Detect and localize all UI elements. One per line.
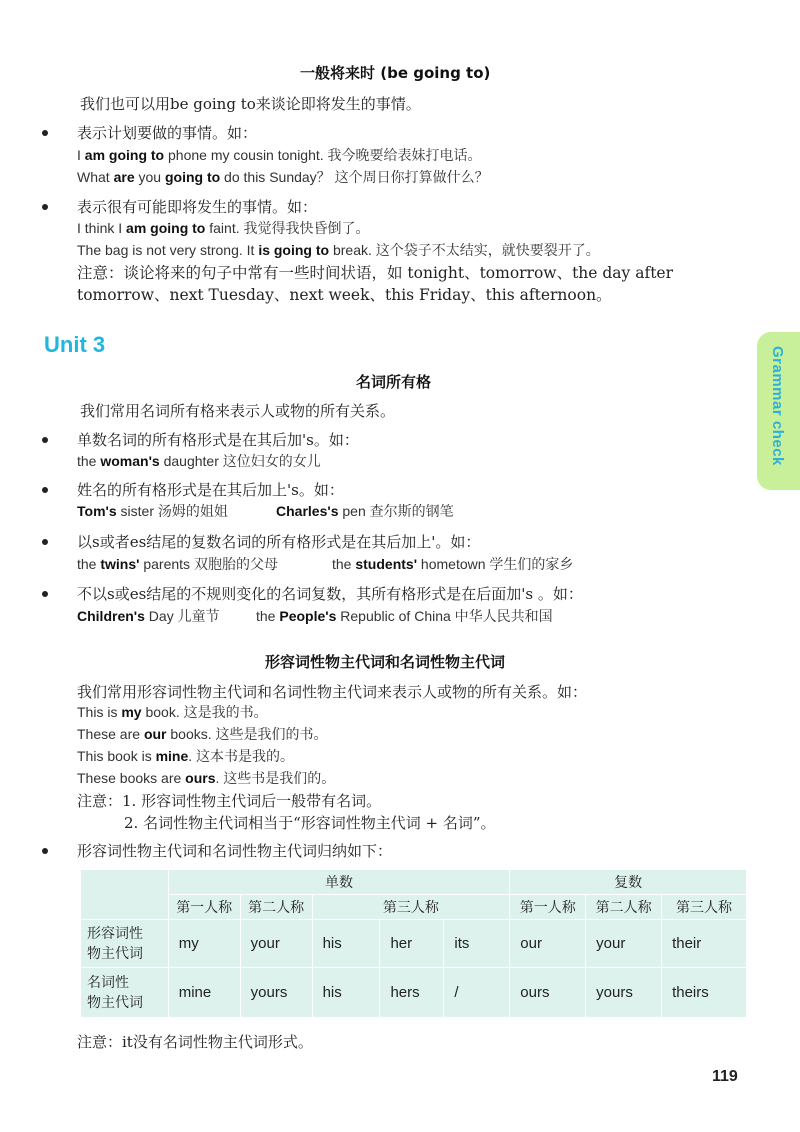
possessive-bullet-1: 单数名词的所有格形式是在其后加's。如： xyxy=(77,431,359,449)
table-cell: theirs xyxy=(662,968,747,1018)
pronouns-bullet: 形容词性物主代词和名词性物主代词归纳如下： xyxy=(77,842,393,860)
table-group-singular: 单数 xyxy=(168,870,510,895)
possessive-bullet-4: 不以s或es结尾的不规则变化的名词复数，其所有格形式是在后面加's 。如： xyxy=(77,585,583,603)
bullet-dot xyxy=(42,130,48,136)
table-cell: my xyxy=(168,920,240,968)
table-row xyxy=(81,920,747,968)
table-header-second-person: 第二人称 xyxy=(586,895,662,920)
bullet-dot xyxy=(42,204,48,210)
section-title-pronouns: 形容词性物主代词和名词性物主代词 xyxy=(265,653,506,671)
section-title-possessive-noun: 名词所有格 xyxy=(356,373,432,391)
table-row xyxy=(81,968,747,1018)
example-sentence: The bag is not very strong. It is going to break. 这个袋子不太结实，就快要裂开了。 xyxy=(77,242,600,258)
example-phrase: the People's Republic of China 中华人民共和国 xyxy=(256,608,553,624)
section-title-going-to: 一般将来时 (be going to) xyxy=(300,64,491,82)
bullet-dot xyxy=(42,437,48,443)
table-corner-cell xyxy=(81,870,169,920)
example-sentence: These books are ours. 这些书是我们的。 xyxy=(77,770,336,786)
example-phrase: the woman's daughter 这位妇女的女儿 xyxy=(77,453,321,469)
table-cell: her xyxy=(380,920,444,968)
example-phrase: the twins' parents 双胞胎的父母 xyxy=(77,556,278,572)
table-header-third-person: 第三人称 xyxy=(312,895,510,920)
table-cell: his xyxy=(312,920,380,968)
table-header-first-person: 第一人称 xyxy=(510,895,586,920)
table-cell: our xyxy=(510,920,586,968)
table-cell: yours xyxy=(240,968,312,1018)
possessive-pronoun-table xyxy=(80,869,747,1018)
possessive-bullet-2: 姓名的所有格形式是在其后加上's。如： xyxy=(77,481,344,499)
bullet-dot xyxy=(42,487,48,493)
example-sentence: These are our books. 这些是我们的书。 xyxy=(77,726,328,742)
table-cell: your xyxy=(586,920,662,968)
table-row-label-adjectival: 形容词性 物主代词 xyxy=(81,920,169,968)
going-to-note-line-1: 注意：谈论将来的句子中常有一些时间状语，如 tonight、tomorrow、the day after xyxy=(77,264,674,282)
example-sentence: I am going to phone my cousin tonight. 我今晚要给表妹打电话。 xyxy=(77,147,482,163)
example-phrase: Charles's pen 查尔斯的钢笔 xyxy=(276,503,454,519)
bullet-dot xyxy=(42,848,48,854)
final-note: 注意：it没有名词性物主代词形式。 xyxy=(77,1033,313,1051)
pronouns-intro: 我们常用形容词性物主代词和名词性物主代词来表示人或物的所有关系。如： xyxy=(77,683,588,701)
table-cell: your xyxy=(240,920,312,968)
going-to-bullet-2: 表示很有可能即将发生的事情。如： xyxy=(77,198,318,216)
side-tab-label: Grammar check xyxy=(769,346,786,466)
example-phrase: Children's Day 儿童节 xyxy=(77,608,220,624)
bullet-dot xyxy=(42,591,48,597)
unit-title: Unit 3 xyxy=(44,332,106,357)
table-row-label-nominal: 名词性 物主代词 xyxy=(81,968,169,1018)
possessive-bullet-3: 以s或者es结尾的复数名词的所有格形式是在其后加上'。如： xyxy=(77,533,481,551)
table-header-second-person: 第二人称 xyxy=(240,895,312,920)
example-sentence: What are you going to do this Sunday？ 这个周日你打算做什么？ xyxy=(77,169,489,185)
page-number: 119 xyxy=(712,1068,738,1085)
table-cell: his xyxy=(312,968,380,1018)
pronouns-note-2: 2. 名词性物主代词相当于“形容词性物主代词 + 名词”。 xyxy=(124,814,496,832)
pronouns-note-1: 注意：1. 形容词性物主代词后一般带有名词。 xyxy=(77,792,382,810)
example-phrase: Tom's sister 汤姆的姐姐 xyxy=(77,503,228,519)
table-cell: / xyxy=(444,968,510,1018)
example-sentence: This book is mine. 这本书是我的。 xyxy=(77,748,295,764)
going-to-note-line-2: tomorrow、next Tuesday、next week、this Friday、this afternoon。 xyxy=(77,286,612,304)
example-sentence: This is my book. 这是我的书。 xyxy=(77,704,268,720)
example-sentence: I think I am going to faint. 我觉得我快昏倒了。 xyxy=(77,220,370,236)
possessive-noun-intro: 我们常用名词所有格来表示人或物的所有关系。 xyxy=(80,402,396,420)
going-to-intro: 我们也可以用be going to来谈论即将发生的事情。 xyxy=(80,95,421,113)
table-cell: their xyxy=(662,920,747,968)
table-cell: its xyxy=(444,920,510,968)
table-cell: hers xyxy=(380,968,444,1018)
table-cell: yours xyxy=(586,968,662,1018)
table-header-third-person: 第三人称 xyxy=(662,895,747,920)
table-cell: mine xyxy=(168,968,240,1018)
table-group-plural: 复数 xyxy=(510,870,747,895)
example-phrase: the students' hometown 学生们的家乡 xyxy=(332,556,574,572)
table-header-first-person: 第一人称 xyxy=(168,895,240,920)
bullet-dot xyxy=(42,539,48,545)
going-to-bullet-1: 表示计划要做的事情。如： xyxy=(77,124,258,142)
table-cell: ours xyxy=(510,968,586,1018)
